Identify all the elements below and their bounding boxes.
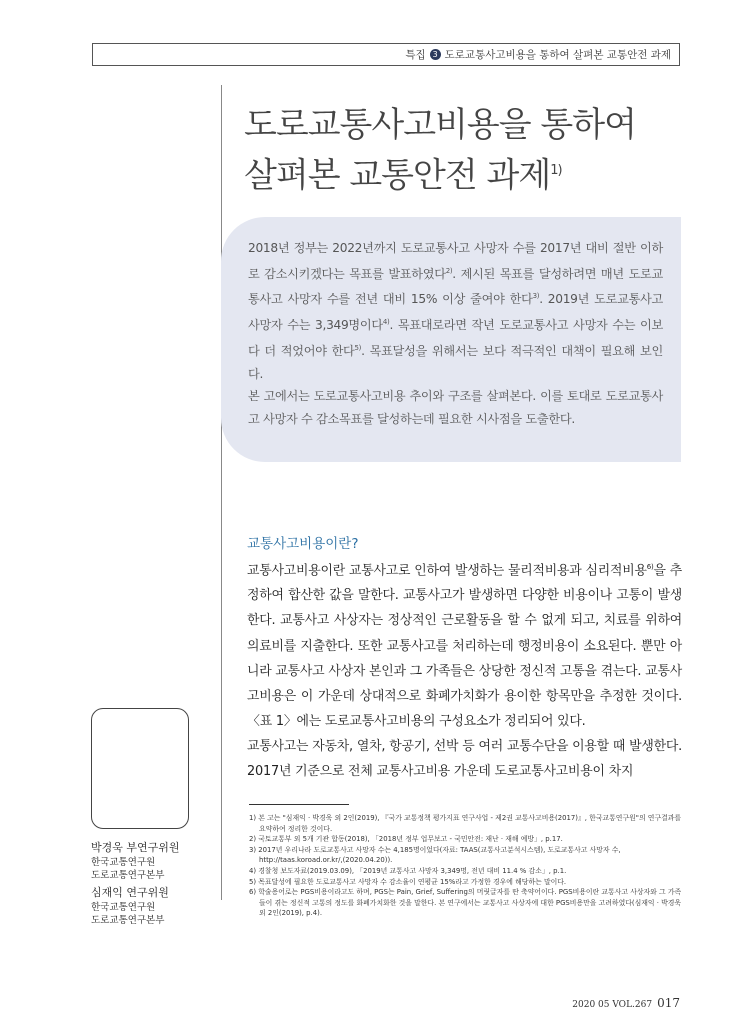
author-1-org: 한국교통연구원: [91, 857, 156, 868]
footnote-4: 4) 경찰청 보도자료(2019.03.09), 「2019년 교통사고 사망자 3,349명, 전년 대비 11.4 % 감소」, p.1.: [249, 866, 567, 875]
footnote-6: 6) 학술용어로는 PGS비용이라고도 하며, PGS는 Pain, Grief, Suffering의 머릿글자를 딴 축약어이다. PGS비용이란 교통사고 사상자와 그 가족들이 겪는 정신적 고통의 정도를 화폐가치화한 것을 말한다. 본 연구에서는 교통사고 사상자에 대한 PGS비용만을 고려하였다(심재익 · 박경욱 외 2인(2019), p.4).: [249, 888, 682, 918]
body-paragraph-2: 교통사고는 자동차, 열차, 항공기, 선박 등 여러 교통수단을 이용할 때 발생한다. 2017년 기준으로 전체 교통사고비용 가운데 도로교통사고비용이 차지: [247, 738, 682, 780]
footnote-ref-6: 6): [646, 563, 654, 571]
left-divider-line: [221, 85, 222, 900]
author-2-name: 심재익 연구위원: [91, 886, 169, 899]
abstract-box: [221, 217, 681, 462]
author-1-name: 박경욱 부연구위원: [91, 841, 180, 854]
footnote-ref-4: 4): [382, 318, 390, 327]
author-2-dept: 도로교통연구본부: [91, 915, 165, 926]
abstract-text-2: . 제시된 목표를 달성하려면 매년 도로교통사고 사망자 수를 전년 대비 15% 이상 줄여야 한다: [248, 266, 663, 307]
abstract-text-4: . 목표대로라면 작년 도로교통사고 사망자 수는 이보다 더 적었어야 한다: [248, 318, 663, 359]
abstract-paragraph-1: [248, 237, 663, 385]
abstract-text-3: . 2019년 도로교통사고 사망자 수는 3,349명이다: [248, 292, 663, 333]
body-text: [247, 555, 682, 784]
author-photo-frame: [91, 708, 189, 829]
author-1-dept: 도로교통연구본부: [91, 870, 165, 881]
footnote-rule: [249, 804, 349, 805]
author-info: [91, 840, 221, 927]
section-number-badge: 3: [430, 49, 441, 60]
abstract-paragraph-2: 본 고에서는 도로교통사고비용 추이와 구조를 살펴본다. 이를 토대로 도로교통사고 사망자 수 감소목표를 달성하는데 필요한 시사점을 도출한다.: [248, 389, 663, 427]
footnote-ref-2: 2): [445, 266, 453, 275]
title-line-1: 도로교통사고비용을 통하여: [244, 105, 636, 145]
footnotes: [249, 813, 685, 919]
body-paragraph-1: [247, 555, 682, 734]
footnote-ref-3: 3): [532, 292, 540, 301]
body-text-1b: 을 추정하여 합산한 값을 말한다. 교통사고가 발생하면 다양한 비용이나 고통이 발생한다. 교통사고 사상자는 정상적인 근로활동을 할 수 없게 되고, 치료를 위하여 의료비를 지출한다. 또한 교통사고를 처리하는데 행정비용이 소요된다. 뿐만 아니라 교통사고 사상자 본인과 그 가족들은 상당한 정신적 고통을 겪는다. 교통사고비용은 이 가운데 상대적으로 화폐가치화가 용이한 항목만을 추정한 것이다. 〈표 1〉에는 도로교통사고비용의 구성요소가 정리되어 있다.: [247, 563, 682, 729]
footnote-5: 5) 목표달성에 필요한 도로교통사고 사망자 수 감소율이 연평균 15%라고 가정한 경우에 해당하는 말이다.: [249, 877, 567, 886]
body-text-1a: 교통사고비용이란 교통사고로 인하여 발생하는 물리적비용과 심리적비용: [247, 563, 647, 579]
footnote-3: 3) 2017년 우리나라 도로교통사고 사망자 수는 4,185명이었다(자료: TAAS(교통사고분석시스템), 도로교통사고 사망자 수, http://taas.koroad.or.kr/,(2020.04.20)).: [249, 845, 621, 865]
title-line-2: 살펴본 교통안전 과제: [244, 155, 551, 196]
abstract-text-1: 2018년 정부는 2022년까지 도로교통사고 사망자 수를 2017년 대비 절반 이하로 감소시키겠다는 목표를 발표하였다: [248, 241, 663, 281]
title-footnote-mark: 1): [550, 163, 562, 178]
header-label: 도로교통사고비용을 통하여 살펴본 교통안전 과제: [444, 49, 671, 61]
footnote-ref-5: 5): [354, 344, 362, 352]
header-prefix: 특집: [405, 49, 426, 61]
abstract-text-5: . 목표달성을 위해서는 보다 적극적인 대책이 필요해 보인다.: [248, 344, 663, 381]
running-header: [92, 43, 680, 66]
page-number: 017: [657, 996, 680, 1010]
footnote-1: 1) 본 고는 "심재익 · 박경욱 외 2인(2019), 『국가 교통정책 평가지표 연구사업 - 제2권 교통사고비용(2017)』, 한국교통연구원"의 연구결과를 요약하여 정리한 것이다.: [249, 814, 682, 833]
author-2-org: 한국교통연구원: [91, 902, 156, 913]
footnote-2: 2) 국토교통부 외 5개 기관 합동(2018), 「2018년 정부 업무보고 - 국민안전: 재난 · 재해 예방」, p.17.: [249, 835, 563, 844]
page-footer: [560, 996, 680, 1010]
section-heading: 교통사고비용이란?: [247, 536, 359, 552]
article-title: [244, 103, 664, 198]
issue-label: 2020 05 VOL.267: [572, 1000, 653, 1010]
